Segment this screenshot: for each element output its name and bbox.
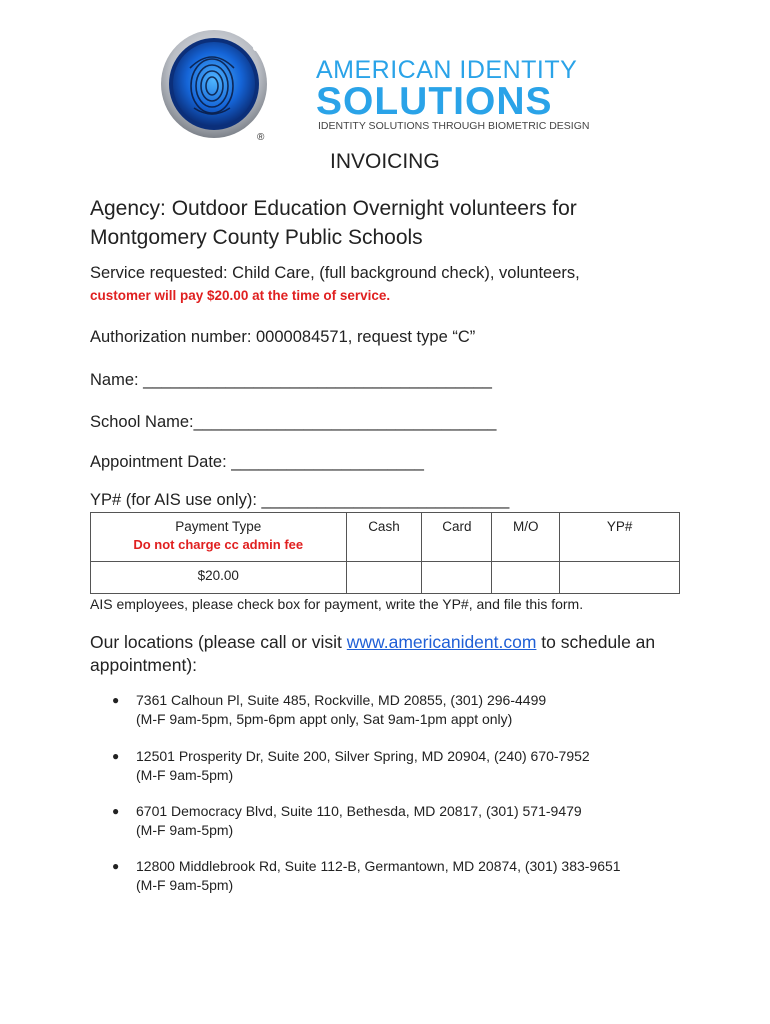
payment-type-header (91, 513, 347, 562)
mo-checkbox-cell[interactable] (492, 562, 560, 594)
registered-mark: ® (257, 132, 265, 143)
list-item (112, 691, 712, 729)
school-name-field[interactable]: School Name:_________________________________ (90, 413, 497, 431)
bullet-icon: ● (112, 859, 120, 873)
name-field[interactable]: Name: ______________________________________ (90, 371, 492, 389)
yp-header: YP# (560, 513, 680, 562)
card-checkbox-cell[interactable] (422, 562, 492, 594)
location-address: 12800 Middlebrook Rd, Suite 112-B, Germantown, MD 20874, (301) 383-9651 (136, 858, 621, 874)
amount-cell: $20.00 (91, 562, 347, 594)
list-item (112, 802, 712, 840)
website-link[interactable]: www.americanident.com (346, 632, 537, 652)
brand-tagline: IDENTITY SOLUTIONS THROUGH BIOMETRIC DESIGN (318, 120, 590, 132)
cash-header: Cash (346, 513, 422, 562)
cash-checkbox-cell[interactable] (346, 562, 422, 594)
brand-name-line2: SOLUTIONS (316, 80, 553, 123)
bullet-icon: ● (112, 693, 120, 707)
location-address: 12501 Prosperity Dr, Suite 200, Silver Spring, MD 20904, (240) 670-7952 (136, 748, 590, 764)
appointment-date-field[interactable]: Appointment Date: _____________________ (90, 453, 424, 471)
payment-type-note: Do not charge cc admin fee (133, 537, 304, 552)
payment-notice: customer will pay $20.00 at the time of service. (90, 288, 391, 303)
payment-type-label: Payment Type (175, 519, 262, 534)
yp-number-field[interactable]: YP# (for AIS use only): ___________________________ (90, 491, 510, 509)
location-hours: (M-F 9am-5pm) (136, 822, 234, 838)
yp-cell[interactable] (560, 562, 680, 594)
fingerprint-logo-icon (160, 28, 272, 140)
payment-table (90, 512, 680, 594)
card-header: Card (422, 513, 492, 562)
location-hours: (M-F 9am-5pm) (136, 767, 234, 783)
payment-table-row (91, 562, 680, 594)
locations-intro-text: Our locations (please call or visit (90, 632, 347, 652)
location-hours: (M-F 9am-5pm) (136, 877, 234, 893)
location-hours: (M-F 9am-5pm, 5pm-6pm appt only, Sat 9am-1pm appt only) (136, 711, 513, 727)
locations-intro (90, 631, 710, 677)
location-address: 6701 Democracy Blvd, Suite 110, Bethesda, MD 20817, (301) 571-9479 (136, 803, 582, 819)
mo-header: M/O (492, 513, 560, 562)
authorization-number: Authorization number: 0000084571, request type “C” (90, 328, 476, 346)
locations-intro-text-end: to schedule an appointment): (90, 632, 656, 675)
location-address: 7361 Calhoun Pl, Suite 485, Rockville, MD 20855, (301) 296-4499 (136, 692, 547, 708)
agency-text: Agency: Outdoor Education Overnight volunteers for Montgomery County Public Schools (90, 197, 577, 249)
bullet-icon: ● (112, 804, 120, 818)
payment-table-header-row (91, 513, 680, 562)
service-requested-text: Service requested: Child Care, (full background check), volunteers, (90, 264, 580, 282)
ais-employee-note: AIS employees, please check box for payment, write the YP#, and file this form. (90, 596, 584, 612)
list-item (112, 747, 712, 785)
list-item (112, 857, 712, 895)
page-title: INVOICING (330, 150, 440, 173)
bullet-icon: ● (112, 749, 120, 763)
brand-name-line1: AMERICAN IDENTITY (316, 56, 578, 84)
